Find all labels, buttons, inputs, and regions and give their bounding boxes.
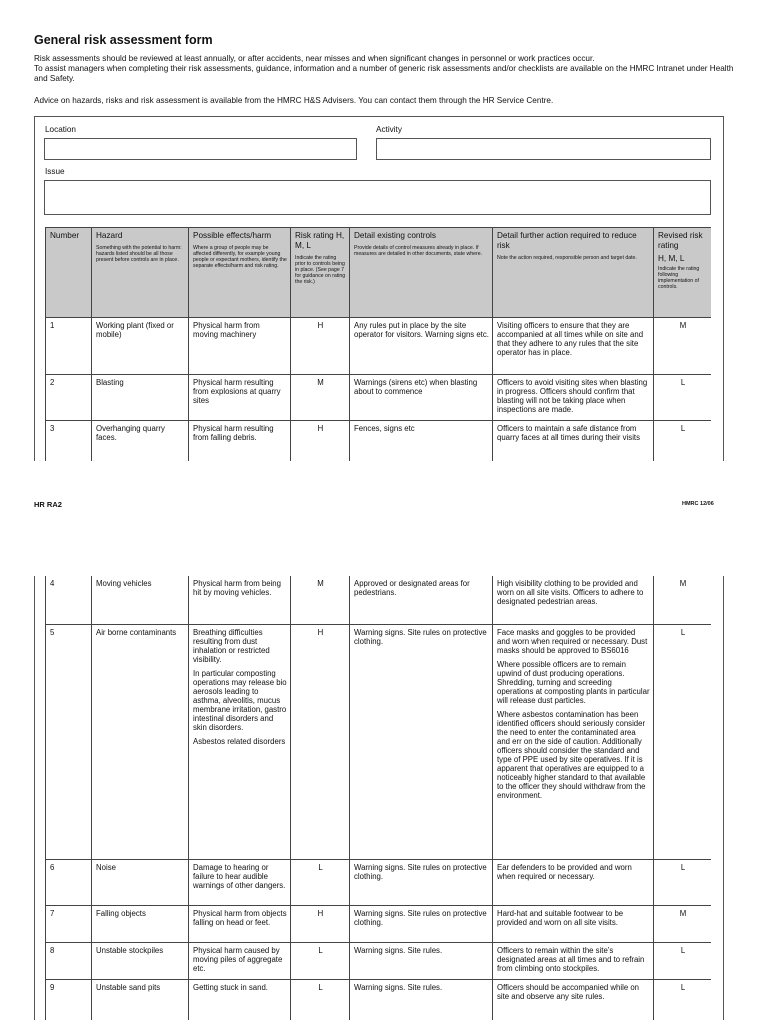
header-revised: Revised risk rating H, M, L Indicate the rating following implementation of controls.	[654, 228, 712, 318]
row-further: High visibility clothing to be provided and worn on all site visits. Officers to adhere to designated pedestrian areas.	[493, 576, 654, 624]
row-revised: M	[654, 576, 712, 624]
row-controls: Warning signs. Site rules.	[350, 979, 493, 1020]
header-hazard: Hazard Something with the potential to harm: hazards listed should be all those present before controls are in place.	[92, 228, 189, 318]
header-effects: Possible effects/harm Where a group of people may be affected differently, for example young people or expectant mothers, identify the separate effects/harm and risk rating.	[189, 228, 291, 318]
table-row	[46, 905, 712, 942]
row-effects: Physical harm caused by moving piles of aggregate etc.	[189, 942, 291, 979]
row-further: Face masks and goggles to be provided and worn when required or necessary. Dust masks should be approved to BS6016 Where possible officers are to remain upwind of dust producing operations. Shredding, turning and screeding operations at composting plants in particular will release dust particles. Where asbestos contamination has been identified officers should seriously consider the need to enter the contaminated area and err on the side of caution. Additionally officers should consider the standard and type of PPE used by site operatives. If it is apparent that operatives are equipped to a noticeably higher standard to that available to the officer they should withdraw from the environment.	[493, 624, 654, 859]
row-rating: M	[291, 576, 350, 624]
activity-label: Activity	[376, 125, 402, 134]
row-controls: Warning signs. Site rules on protective clothing.	[350, 859, 493, 905]
row-hazard: Working plant (fixed or mobile)	[92, 318, 189, 375]
row-controls: Approved or designated areas for pedestrians.	[350, 576, 493, 624]
intro-text	[34, 54, 734, 84]
issue-label: Issue	[45, 167, 65, 176]
row-rating: H	[291, 905, 350, 942]
row-number: 5	[46, 624, 92, 859]
table-row	[46, 421, 712, 462]
location-field[interactable]	[44, 138, 357, 160]
row-effects: Breathing difficulties resulting from dust inhalation or restricted visibility. In particular composting operations may release bio aerosols leading to asthma, alveolitis, mucus membrane irritation, gastro intestinal disorders and skin disorders. Asbestos related disorders	[189, 624, 291, 859]
row-rating: L	[291, 942, 350, 979]
row-effects: Physical harm from being hit by moving vehicles.	[189, 576, 291, 624]
row-revised: L	[654, 624, 712, 859]
row-hazard: Unstable stockpiles	[92, 942, 189, 979]
row-further: Visiting officers to ensure that they are accompanied at all times while on site and that they adhere to any rules that the site operator has in place.	[493, 318, 654, 375]
header-further: Detail further action required to reduce risk Note the action required, responsible person and target date.	[493, 228, 654, 318]
header-controls: Detail existing controls Provide details of control measures already in place. If measures are detailed in other documents, state where.	[350, 228, 493, 318]
table-row	[46, 375, 712, 421]
row-revised: L	[654, 979, 712, 1020]
table-row	[46, 859, 712, 905]
row-hazard: Blasting	[92, 375, 189, 421]
row-further: Officers to avoid visiting sites when blasting in progress. Officers should confirm that blasting will not be taking place when inspections are made.	[493, 375, 654, 421]
row-number: 2	[46, 375, 92, 421]
frame-left-edge	[34, 576, 35, 1020]
row-rating: H	[291, 624, 350, 859]
row-revised: L	[654, 375, 712, 421]
row-rating: H	[291, 318, 350, 375]
activity-field[interactable]	[376, 138, 711, 160]
row-further: Hard-hat and suitable footwear to be provided and worn on all site visits.	[493, 905, 654, 942]
row-revised: M	[654, 905, 712, 942]
row-controls: Warning signs. Site rules on protective clothing.	[350, 624, 493, 859]
risk-table-page1	[45, 227, 711, 461]
row-revised: L	[654, 942, 712, 979]
row-hazard: Falling objects	[92, 905, 189, 942]
row-controls: Warning signs. Site rules.	[350, 942, 493, 979]
row-further: Officers should be accompanied while on site and observe any site rules.	[493, 979, 654, 1020]
row-effects: Physical harm resulting from falling debris.	[189, 421, 291, 462]
row-hazard: Overhanging quarry faces.	[92, 421, 189, 462]
row-revised: L	[654, 421, 712, 462]
row-revised: M	[654, 318, 712, 375]
row-hazard: Unstable sand pits	[92, 979, 189, 1020]
row-number: 9	[46, 979, 92, 1020]
advice-text: Advice on hazards, risks and risk assessment is available from the HMRC H&S Advisers. You can contact them through the HR Service Centre.	[34, 96, 554, 105]
row-rating: L	[291, 979, 350, 1020]
risk-table-page2	[45, 576, 711, 1020]
form-title: General risk assessment form	[34, 33, 213, 47]
table-row	[46, 624, 712, 859]
issue-field[interactable]	[44, 180, 711, 215]
table-row	[46, 942, 712, 979]
row-effects: Physical harm from objects falling on head or feet.	[189, 905, 291, 942]
row-number: 1	[46, 318, 92, 375]
row-controls: Fences, signs etc	[350, 421, 493, 462]
row-hazard: Moving vehicles	[92, 576, 189, 624]
frame-right-edge	[723, 576, 724, 1020]
row-further: Officers to maintain a safe distance from quarry faces at all times during their visits	[493, 421, 654, 462]
row-controls: Warning signs. Site rules on protective clothing.	[350, 905, 493, 942]
row-revised: L	[654, 859, 712, 905]
row-effects: Damage to hearing or failure to hear audible warnings of other dangers.	[189, 859, 291, 905]
location-label: Location	[45, 125, 76, 134]
row-hazard: Air borne contaminants	[92, 624, 189, 859]
row-effects: Getting stuck in sand.	[189, 979, 291, 1020]
table-row	[46, 318, 712, 375]
table-header-row	[46, 228, 712, 318]
row-number: 4	[46, 576, 92, 624]
row-number: 8	[46, 942, 92, 979]
row-rating: H	[291, 421, 350, 462]
row-controls: Any rules put in place by the site operator for visitors. Warning signs etc.	[350, 318, 493, 375]
row-effects: Physical harm resulting from explosions at quarry sites	[189, 375, 291, 421]
row-effects: Physical harm from moving machinery	[189, 318, 291, 375]
row-controls: Warnings (sirens etc) when blasting about to commence	[350, 375, 493, 421]
row-further: Ear defenders to be provided and worn when required or necessary.	[493, 859, 654, 905]
row-rating: M	[291, 375, 350, 421]
footer-form-code: HR RA2	[34, 500, 62, 509]
row-further: Officers to remain within the site’s designated areas at all times and to refrain from climbing onto stockpiles.	[493, 942, 654, 979]
table-row	[46, 576, 712, 624]
intro-line-1: Risk assessments should be reviewed at least annually, or after accidents, near misses and when significant changes in personnel or work practices occur.	[34, 54, 595, 63]
row-number: 6	[46, 859, 92, 905]
table-row	[46, 979, 712, 1020]
row-hazard: Noise	[92, 859, 189, 905]
row-number: 7	[46, 905, 92, 942]
row-number: 3	[46, 421, 92, 462]
header-rating: Risk rating H, M, L Indicate the rating prior to controls being in place. (See page 7 for guidance on rating the risk.)	[291, 228, 350, 318]
header-number: Number	[46, 228, 92, 318]
row-rating: L	[291, 859, 350, 905]
intro-line-2: To assist managers when completing their risk assessments, guidance, information and a number of generic risk assessments and/or checklists are available on the HMRC Intranet under Health and Safety.	[34, 64, 734, 83]
footer-version: HMRC 12/06	[682, 501, 714, 507]
